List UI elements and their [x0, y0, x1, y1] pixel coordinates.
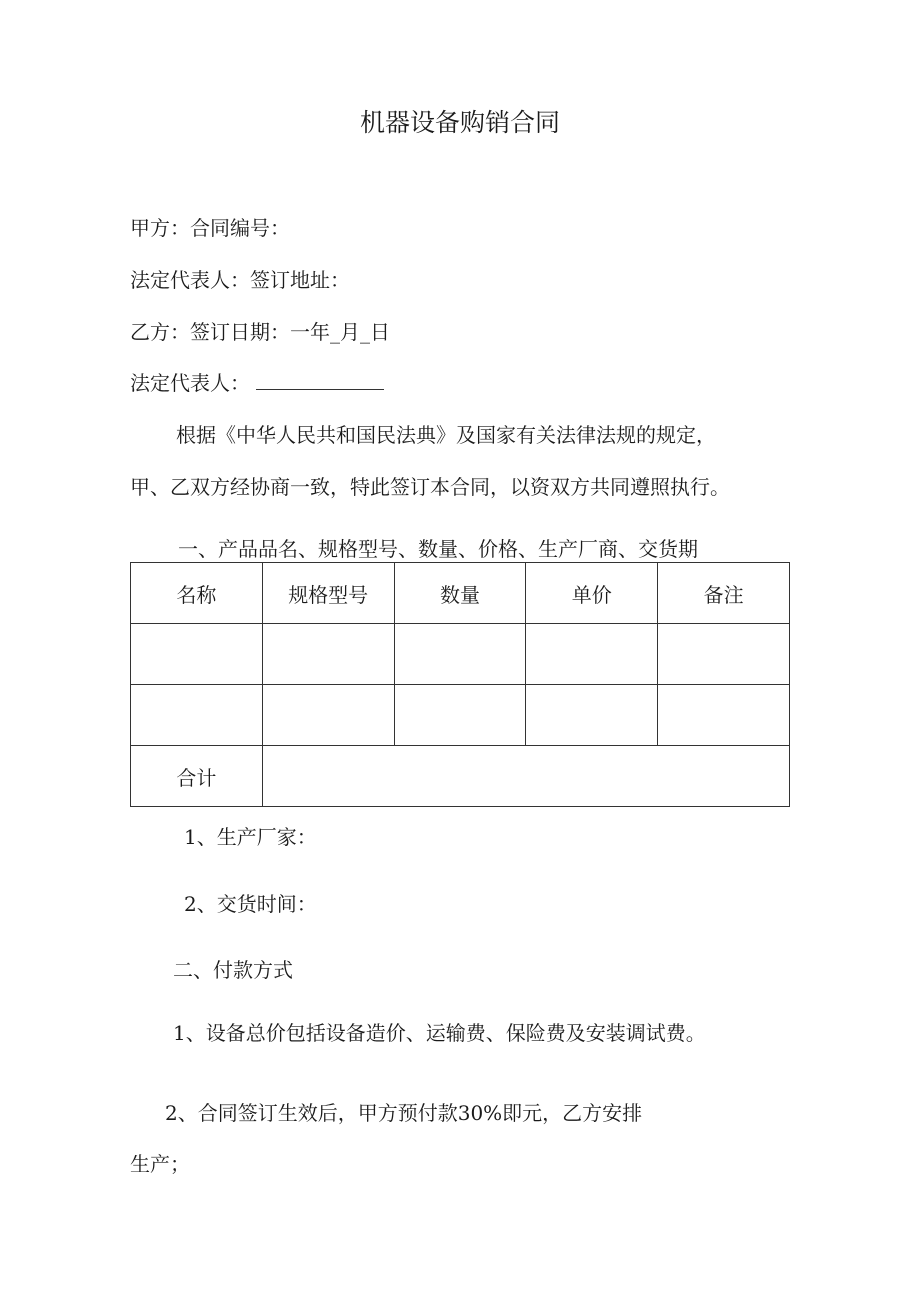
table-header-row: [131, 563, 790, 624]
delivery-time-line: 2、交货时间：: [184, 892, 317, 916]
table-row: [131, 685, 790, 746]
payment-item-2-line-2: 生产；: [130, 1152, 190, 1176]
table-cell: [658, 624, 790, 685]
table-cell: [131, 624, 263, 685]
table-row: [131, 624, 790, 685]
table-cell: [394, 685, 526, 746]
payment-item-2-line-1: 2、合同签订生效后，甲方预付款30%即元，乙方安排: [165, 1101, 643, 1125]
legal-rep-label: 法定代表人：: [130, 371, 250, 395]
table-cell: [658, 685, 790, 746]
table-total-row: [131, 746, 790, 807]
intro-line-1: 根据《中华人民共和国民法典》及国家有关法律法规的规定，: [176, 423, 716, 447]
legal-rep-address-line: 法定代表人：签订地址：: [130, 268, 350, 292]
manufacturer-line: 1、生产厂家：: [184, 825, 317, 849]
table-cell: [262, 624, 394, 685]
table-cell: [131, 685, 263, 746]
total-value-cell: [262, 746, 789, 807]
document-title: 机器设备购销合同: [359, 108, 560, 137]
payment-item-1: 1、设备总价包括设备造价、运输费、保险费及安装调试费。: [173, 1021, 706, 1045]
intro-line-2: 甲、乙双方经协商一致，特此签订本合同，以资双方共同遵照执行。: [130, 475, 730, 499]
header-cell-spec: 规格型号: [262, 563, 394, 624]
product-table: [130, 562, 790, 807]
table-cell: [394, 624, 526, 685]
section-1-heading: 一、产品品名、规格型号、数量、价格、生产厂商、交货期: [178, 537, 698, 561]
legal-rep-line: [130, 369, 384, 397]
header-cell-name: 名称: [131, 563, 263, 624]
header-cell-unit-price: 单价: [526, 563, 658, 624]
table-cell: [262, 685, 394, 746]
section-2-heading: 二、付款方式: [173, 958, 293, 982]
table-cell: [526, 685, 658, 746]
header-cell-quantity: 数量: [394, 563, 526, 624]
header-cell-remarks: 备注: [658, 563, 790, 624]
signature-blank: [256, 369, 384, 390]
total-label-cell: 合计: [131, 746, 263, 807]
table-cell: [526, 624, 658, 685]
party-a-line: 甲方：合同编号：: [130, 216, 290, 240]
party-b-date-line: 乙方：签订日期：一年_月_日: [130, 320, 390, 344]
